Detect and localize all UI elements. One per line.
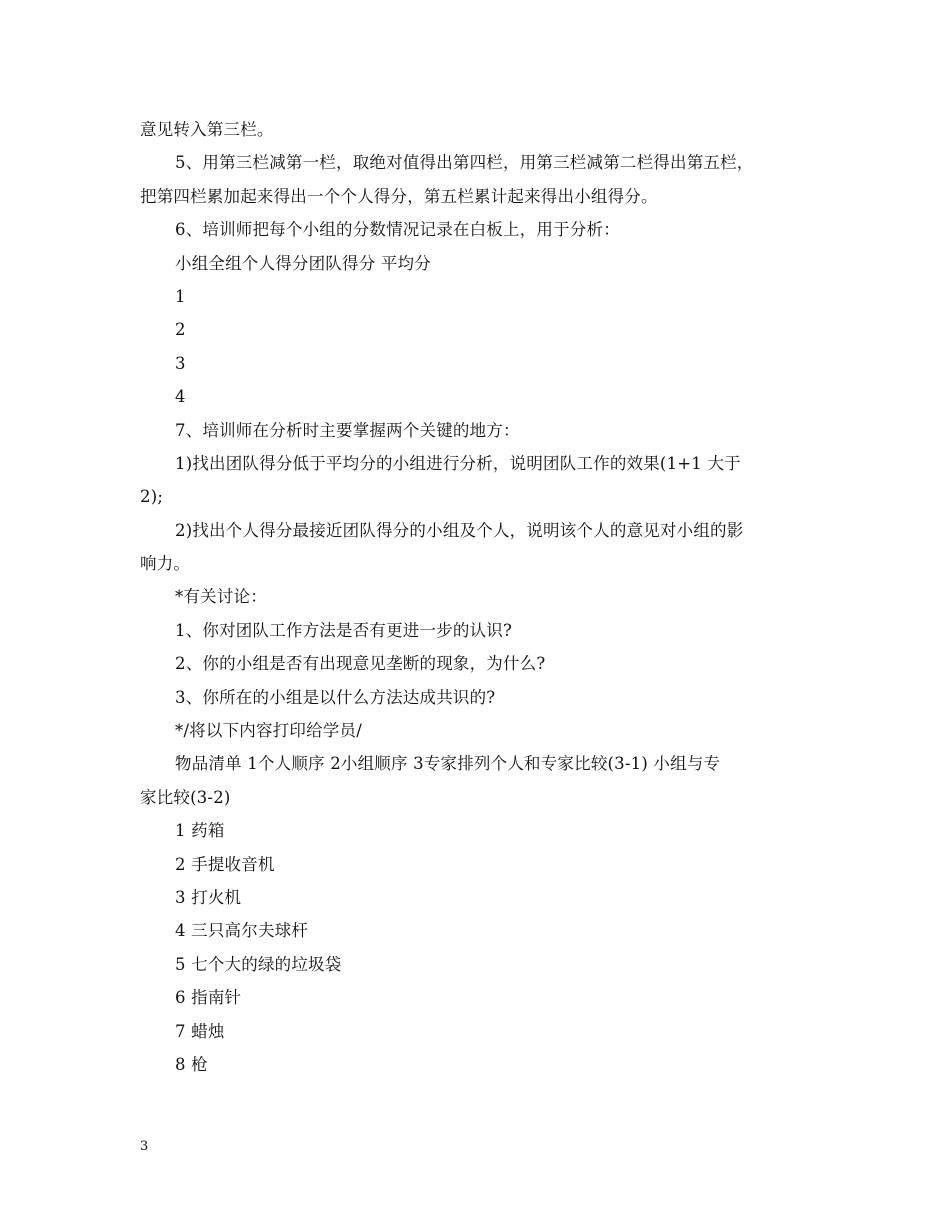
text-line: 7、培训师在分析时主要掌握两个关键的地方： <box>175 420 520 440</box>
table-row-number: 4 <box>175 387 186 407</box>
table-row-number: 1 <box>175 286 186 306</box>
text-line: 意见转入第三栏。 <box>140 120 274 139</box>
table-row-number: 3 <box>175 353 186 373</box>
text-line: 1)找出团队得分低于平均分的小组进行分析，说明团队工作的效果(1+1 大于 <box>175 453 741 473</box>
item-list-header: 物品清单 1个人顺序 2小组顺序 3专家排列个人和专家比较(3-1) 小组与专 <box>175 754 721 774</box>
page-number: 3 <box>140 1139 149 1154</box>
discussion-question: 3、你所在的小组是以什么方法达成共识的? <box>175 687 496 707</box>
print-note: */将以下内容打印给学员/ <box>175 721 362 741</box>
discussion-question: 2、你的小组是否有出现意见垄断的现象，为什么? <box>175 654 546 674</box>
list-item: 4 三只高尔夫球杆 <box>175 921 309 941</box>
list-item: 7 蜡烛 <box>175 1021 225 1041</box>
list-item: 3 打火机 <box>175 887 242 907</box>
list-item: 2 手提收音机 <box>175 854 275 874</box>
text-line: 5、用第三栏减第一栏，取绝对值得出第四栏，用第三栏减第二栏得出第五栏， <box>175 153 754 173</box>
discussion-question: 1、你对团队工作方法是否有更进一步的认识? <box>175 620 513 640</box>
text-line: 2)找出个人得分最接近团队得分的小组及个人，说明该个人的意见对小组的影 <box>175 520 744 540</box>
document-body <box>140 113 820 1081</box>
list-item: 5 七个大的绿的垃圾袋 <box>175 954 342 974</box>
list-item: 1 药箱 <box>175 821 225 841</box>
text-line: 2); <box>140 487 164 507</box>
table-row-number: 2 <box>175 320 186 340</box>
text-line: 把第四栏累加起来得出一个个人得分，第五栏累计起来得出小组得分。 <box>140 186 658 206</box>
discussion-heading: *有关讨论： <box>175 587 267 607</box>
text-line: 响力。 <box>140 554 191 574</box>
list-item: 8 枪 <box>175 1054 208 1074</box>
table-header-line: 小组全组个人得分团队得分 平均分 <box>175 253 431 273</box>
list-item: 6 指南针 <box>175 988 242 1008</box>
item-list-header-continued: 家比较(3-2) <box>140 787 231 807</box>
text-line: 6、培训师把每个小组的分数情况记录在白板上，用于分析： <box>175 220 620 240</box>
